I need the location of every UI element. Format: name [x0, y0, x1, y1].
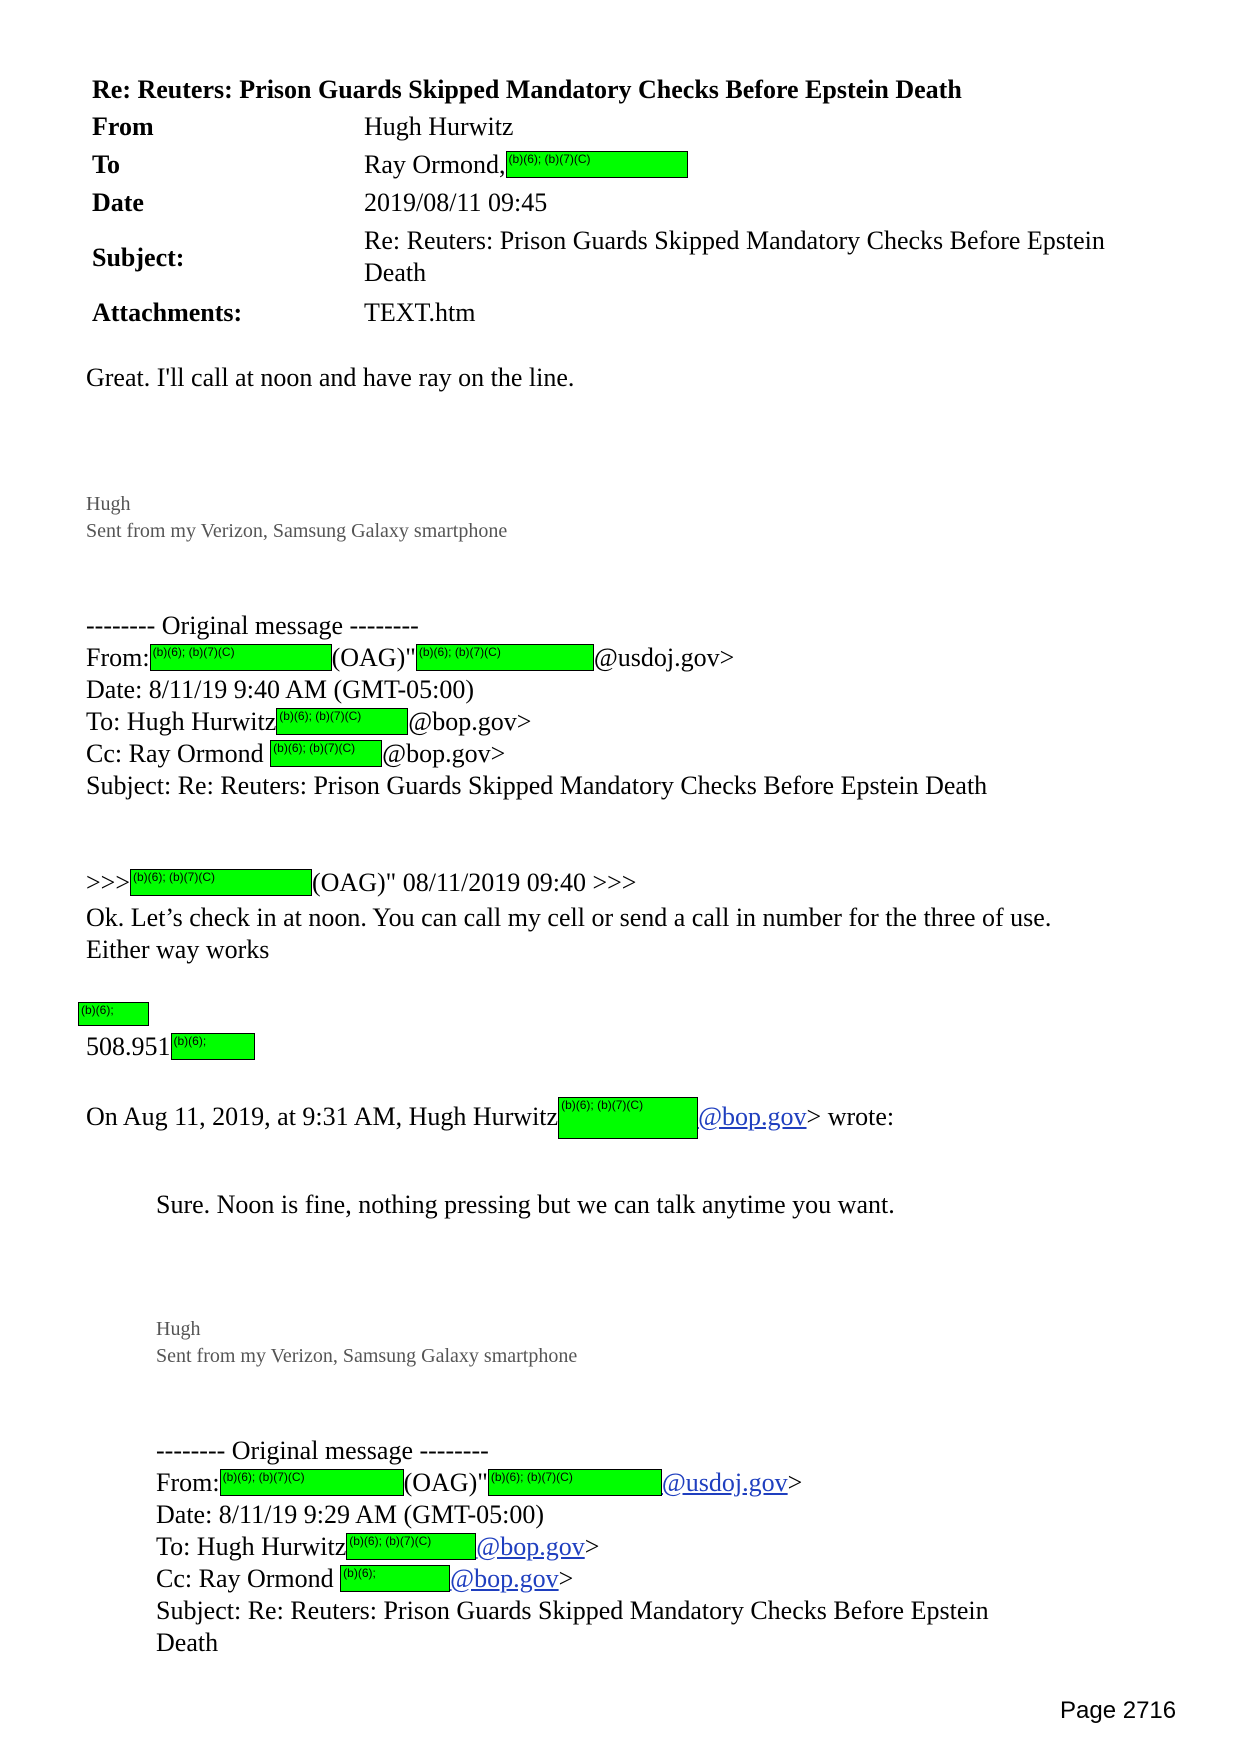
- redaction-box: (b)(6); (b)(7)(C): [130, 869, 312, 896]
- quote-prefix: >>>: [86, 868, 130, 897]
- wrote-suffix: > wrote:: [806, 1102, 895, 1131]
- page-number: Page 2716: [1060, 1697, 1177, 1724]
- from-prefix: From:: [156, 1468, 220, 1497]
- subject-label: Subject:: [92, 243, 185, 272]
- quote-suffix: (OAG)" 08/11/2019 09:40 >>>: [312, 868, 637, 897]
- from-mid: (OAG)": [331, 643, 416, 672]
- quoted-signature-device: Sent from my Verizon, Samsung Galaxy smartphone: [156, 1345, 578, 1367]
- orig2-date-line: Date: 8/11/19 9:29 AM (GMT-05:00): [156, 1500, 545, 1529]
- wrote-prefix: On Aug 11, 2019, at 9:31 AM, Hugh Hurwitz: [86, 1102, 559, 1131]
- redaction-box: (b)(6); (b)(7)(C): [558, 1097, 698, 1139]
- original-message-separator: -------- Original message --------: [86, 611, 419, 640]
- phone-prefix: 508.951: [86, 1032, 171, 1061]
- to-suffix: >: [584, 1532, 600, 1561]
- email-title: Re: Reuters: Prison Guards Skipped Mandatory Checks Before Epstein Death: [92, 75, 962, 104]
- from-suffix: >: [787, 1468, 803, 1497]
- signature-device: Sent from my Verizon, Samsung Galaxy smartphone: [86, 520, 508, 542]
- redaction-box: (b)(6); (b)(7)(C): [270, 740, 382, 767]
- redaction-box: (b)(6); (b)(7)(C): [506, 151, 688, 178]
- from-suffix: @usdoj.gov>: [593, 643, 735, 672]
- to-prefix: To: Hugh Hurwitz: [156, 1532, 347, 1561]
- email-link[interactable]: @usdoj.gov: [661, 1468, 788, 1497]
- original-message-separator-2: -------- Original message --------: [156, 1436, 489, 1465]
- redaction-box: (b)(6); (b)(7)(C): [276, 708, 408, 735]
- cc-suffix: @bop.gov>: [382, 739, 506, 768]
- quote-body-line1: Ok. Let’s check in at noon. You can call my cell or send a call in number for the three of use.: [86, 903, 1052, 932]
- redaction-box: (b)(6); (b)(7)(C): [488, 1469, 662, 1496]
- from-prefix: From:: [86, 643, 150, 672]
- to-prefix: To: Hugh Hurwitz: [86, 707, 277, 736]
- date-label: Date: [92, 188, 144, 217]
- cc-prefix: Cc: Ray Ormond: [156, 1564, 334, 1593]
- orig-date-line: Date: 8/11/19 9:40 AM (GMT-05:00): [86, 675, 475, 704]
- quote-header: [86, 868, 636, 898]
- to-label: To: [92, 150, 120, 179]
- attachment-file[interactable]: TEXT.htm: [364, 298, 476, 327]
- orig2-from-line: [156, 1468, 802, 1498]
- redaction-box: (b)(6);: [78, 1002, 149, 1026]
- cc-prefix: Cc: Ray Ormond: [86, 739, 264, 768]
- to-name: Ray Ormond,: [364, 150, 506, 179]
- attachments-label: Attachments:: [92, 298, 243, 327]
- orig2-to-line: [156, 1532, 599, 1562]
- quoted-message-body: Sure. Noon is fine, nothing pressing but we can talk anytime you want.: [156, 1190, 895, 1219]
- email-link[interactable]: @bop.gov: [450, 1564, 559, 1593]
- redaction-box: (b)(6); (b)(7)(C): [220, 1469, 404, 1496]
- orig2-subject-line1: Subject: Re: Reuters: Prison Guards Skipped Mandatory Checks Before Epstein: [156, 1596, 989, 1625]
- orig-cc-line: [86, 739, 505, 769]
- redaction-box: (b)(6); (b)(7)(C): [416, 644, 594, 671]
- orig-to-line: [86, 707, 531, 737]
- redaction-box-small: [78, 1002, 149, 1026]
- redaction-box: (b)(6); (b)(7)(C): [346, 1533, 476, 1560]
- email-link[interactable]: @bop.gov: [698, 1102, 807, 1131]
- to-suffix: @bop.gov>: [408, 707, 532, 736]
- cc-suffix: >: [558, 1564, 574, 1593]
- date-value: 2019/08/11 09:45: [364, 188, 548, 217]
- quote-body-line2: Either way works: [86, 935, 270, 964]
- subject-value-line1: Re: Reuters: Prison Guards Skipped Mandatory Checks Before Epstein: [364, 226, 1105, 255]
- wrote-line: [86, 1097, 894, 1139]
- subject-value-line2: Death: [364, 258, 427, 287]
- from-label: From: [92, 112, 154, 141]
- email-link[interactable]: @bop.gov: [476, 1532, 585, 1561]
- from-value: Hugh Hurwitz: [364, 112, 514, 141]
- quoted-signature-name: Hugh: [156, 1318, 201, 1340]
- message-body: Great. I'll call at noon and have ray on the line.: [86, 363, 575, 392]
- redaction-box: (b)(6);: [340, 1565, 450, 1592]
- orig2-cc-line: [156, 1564, 573, 1594]
- orig-from-line: [86, 643, 734, 673]
- to-value: [364, 150, 688, 180]
- redaction-box: (b)(6); (b)(7)(C): [150, 644, 332, 671]
- phone-line: [86, 1032, 255, 1062]
- orig-subject-line: Subject: Re: Reuters: Prison Guards Skipped Mandatory Checks Before Epstein Death: [86, 771, 988, 800]
- from-mid: (OAG)": [403, 1468, 488, 1497]
- orig2-subject-line2: Death: [156, 1628, 219, 1657]
- signature-name: Hugh: [86, 493, 131, 515]
- redaction-box: (b)(6);: [171, 1033, 255, 1060]
